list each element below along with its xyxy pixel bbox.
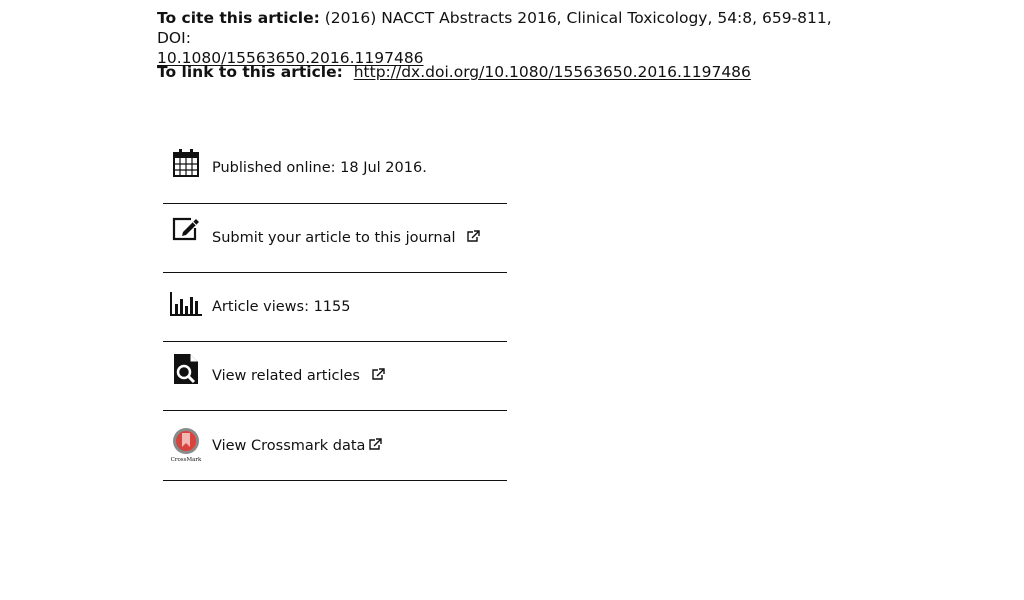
submit-article-row[interactable] — [163, 204, 507, 273]
edit-icon — [169, 212, 203, 246]
crossmark-link[interactable] — [212, 438, 382, 454]
submit-article-link[interactable] — [212, 230, 480, 246]
citation-line — [157, 8, 857, 48]
published-online-row — [163, 133, 507, 204]
external-link-icon — [368, 438, 382, 451]
article-link-label: To link to this article: — [157, 63, 343, 81]
published-online-label: Published online: 18 Jul 2016. — [212, 160, 427, 176]
article-views-label: Article views: 1155 — [212, 299, 351, 315]
crossmark-icon — [169, 428, 203, 462]
bar-chart-icon — [169, 287, 203, 321]
citation-doi-link[interactable]: 10.1080/15563650.2016.1197486 — [157, 49, 424, 67]
citation-block — [157, 8, 857, 68]
citation-text: (2016) NACCT Abstracts 2016, Clinical Toxicology, 54:8, 659-811, DOI: — [157, 9, 832, 47]
search-document-icon — [169, 352, 203, 386]
article-info-panel — [163, 133, 507, 481]
crossmark-logo-text: CrossMark — [170, 456, 202, 463]
external-link-icon — [371, 368, 385, 381]
related-articles-link[interactable] — [212, 368, 385, 384]
crossmark-label: View Crossmark data — [212, 437, 366, 454]
article-views-row — [163, 273, 507, 342]
citation-label: To cite this article: — [157, 9, 320, 27]
article-link-line — [157, 62, 751, 82]
external-link-icon — [466, 230, 480, 243]
related-articles-label: View related articles — [212, 368, 360, 384]
related-articles-row[interactable] — [163, 342, 507, 411]
article-link-url[interactable]: http://dx.doi.org/10.1080/15563650.2016.1197486 — [353, 63, 751, 81]
calendar-icon — [169, 146, 203, 180]
crossmark-row[interactable] — [163, 411, 507, 481]
submit-article-label: Submit your article to this journal — [212, 230, 456, 246]
